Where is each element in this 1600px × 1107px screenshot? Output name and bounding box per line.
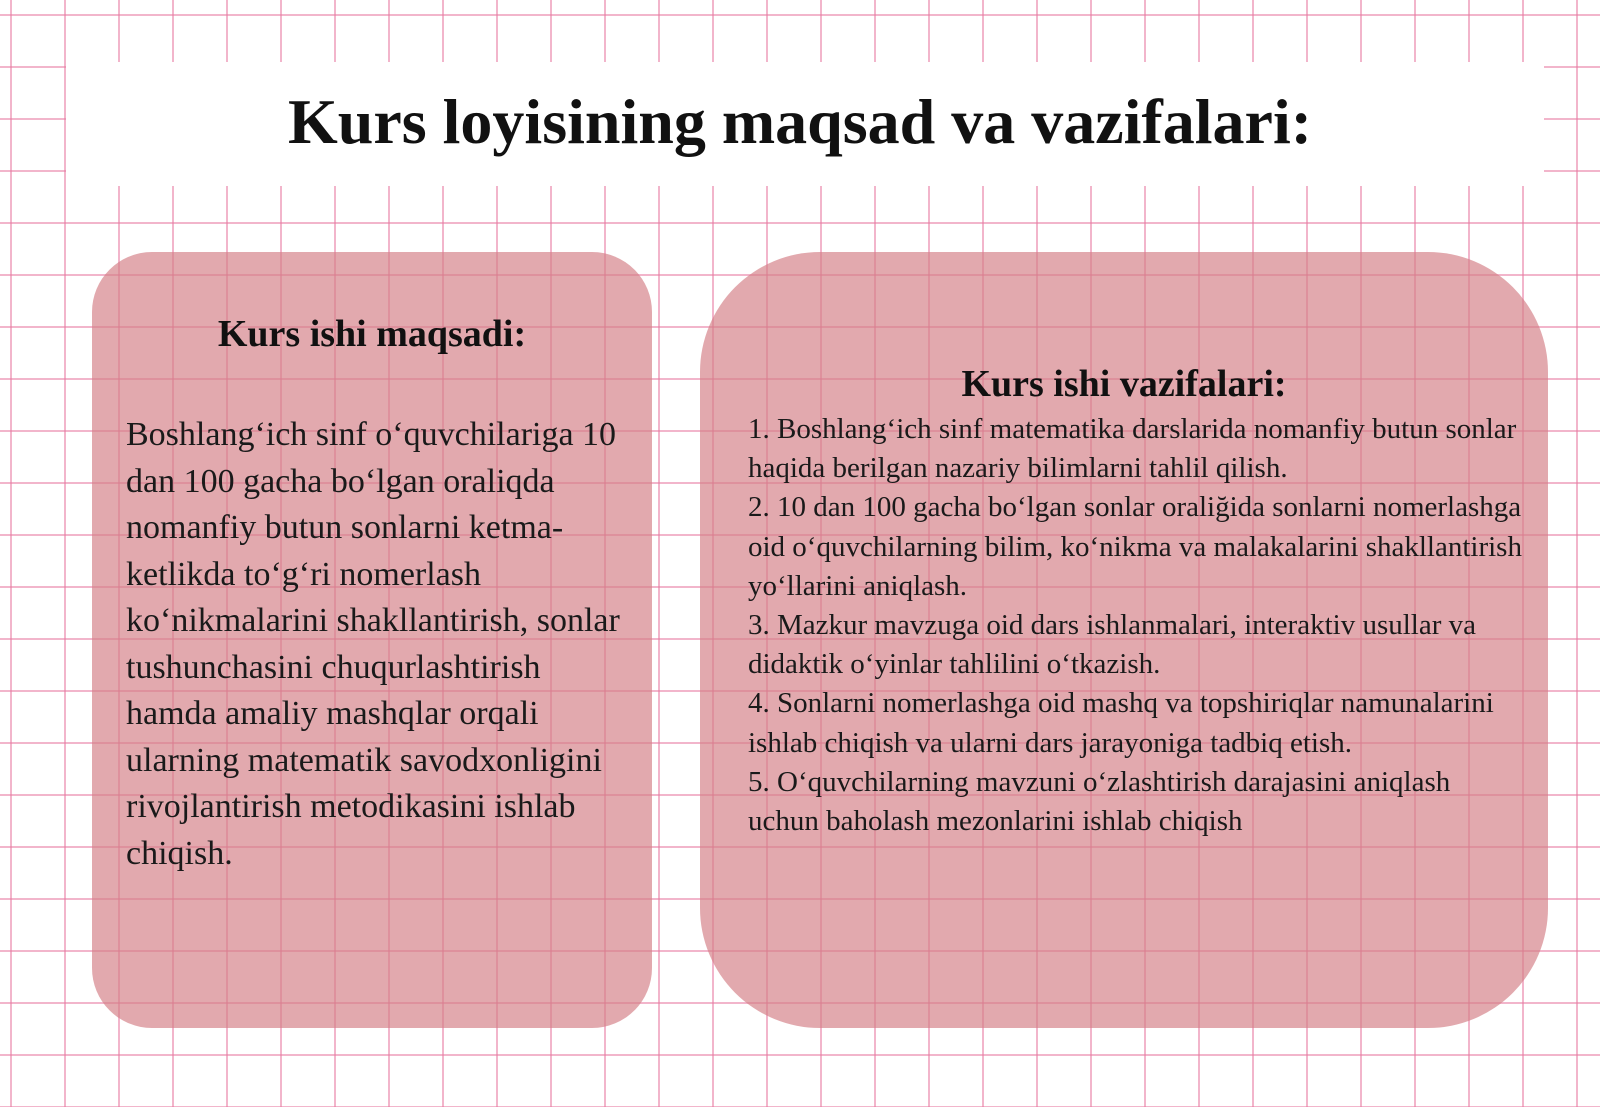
tasks-heading: Kurs ishi vazifalari: — [961, 363, 1287, 405]
goal-heading: Kurs ishi maqsadi: — [217, 313, 527, 355]
tasks-list — [748, 410, 1528, 841]
page-title: Kurs loyisining maqsad va vazifalari: — [287, 86, 1313, 157]
task-item: 3. Mazkur mavzuga oid dars ishlanmalari, interaktiv usullar va didaktik o‘yinlar tahlilini o‘tkazish. — [748, 609, 1477, 681]
task-item: 4. Sonlarni nomerlashga oid mashq va topshiriqlar namunalarini ishlab chiqish va ularni dars jarayoniga tadbiq etish. — [748, 687, 1494, 759]
goal-card — [92, 252, 652, 1028]
task-item: 5. O‘quvchilarning mavzuni o‘zlashtirish darajasini aniqlash uchun baholash mezonlarini ishlab chiqish — [748, 765, 1451, 838]
goal-text: Boshlang‘ich sinf o‘quvchilariga 10 dan 100 gacha bo‘lgan oraliqda nomanfiy butun sonlarni ketma-ketlikda to‘g‘ri nomerlash ko‘nikmalarini shakllantirish, sonlar tushunchasini chuqurlashtirish hamda amaliy mashqlar orqali ularning matematik savodxonligini rivojlantirish metodikasini ishlab chiqish. — [126, 416, 620, 872]
tasks-card — [700, 252, 1548, 1028]
task-item: 2. 10 dan 100 gacha bo‘lgan sonlar oraliğida sonlarni nomerlashga oid o‘quvchilarning bilim, ko‘nikma va malakalarini shakllantirish yo‘llarini aniqlash. — [748, 491, 1522, 602]
task-item: 1. Boshlang‘ich sinf matematika darslarida nomanfiy butun sonlar haqida berilgan nazariy bilimlarni tahlil qilish. — [748, 413, 1517, 485]
